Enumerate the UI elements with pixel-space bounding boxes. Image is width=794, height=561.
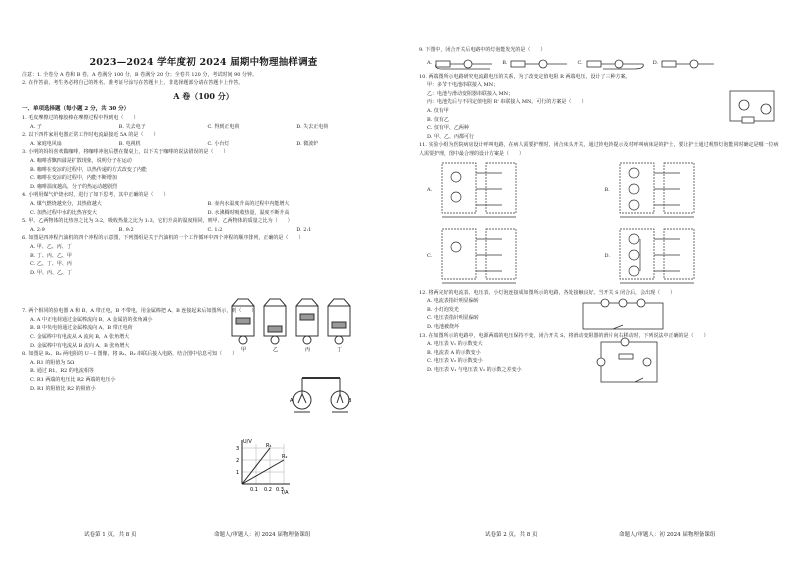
option-b: B. (502, 60, 508, 67)
option-b: B. 小灯泡发光 (427, 306, 459, 313)
plan-jia: 甲：多节干电池串联接入 MN； (427, 82, 499, 89)
option-a: A. 甲、乙、丙、丁 (30, 243, 72, 250)
option-c: C. (427, 253, 433, 260)
ui-graph-figure (230, 436, 294, 498)
plan-bing: 丙：电池先后与不同定值电阻 R' 串联接入 MN。可行的方案是（ ） (427, 99, 587, 106)
electroscope-label-b: B (348, 398, 352, 404)
option-c: C. 金属棒中有电流从 A 流向 B，A 张角增大 (30, 334, 130, 341)
option-c: C. 小台灯 (207, 140, 230, 147)
circuit-q13-figure (595, 332, 665, 388)
option-b: B. 壶内水温度升高的过程中内能增大 (207, 200, 290, 207)
option-d: D. R1 的阻值比 R2 的阻值小 (30, 385, 96, 392)
question-2: 2. 以下四件家用电器正常工作时电流最接近 5A 的是（ ） (22, 132, 159, 139)
call-circuit-c-figure (432, 225, 552, 289)
option-d: D. 水沸腾时吸收热量，温度不断升高 (207, 209, 290, 216)
call-circuit-a-figure (432, 159, 552, 223)
question-9: 9. 下图中，闭合开关后电路中的灯泡能发光的是（ ） (419, 47, 546, 53)
engine-label-jia: 甲 (241, 347, 247, 352)
option-b: B. 电视机 (118, 140, 141, 147)
question-2-options (22, 140, 385, 149)
question-9-figures (419, 55, 782, 73)
engine-strokes-figure (228, 296, 358, 352)
option-a: A. (427, 187, 433, 194)
question-3: 3. 小明的妈妈喜欢做咖啡，将咖啡冲泡后摆在餐桌上，以下关于咖啡的说法错误的是（ ） (22, 149, 229, 156)
graph-xtick: 0.3 (276, 487, 284, 493)
engine-label-ding: 丁 (337, 347, 343, 352)
option-d: D. (652, 60, 659, 67)
option-d: D. (604, 253, 610, 260)
graph-xlabel: I/A (282, 490, 289, 496)
option-a: A. A 中正电荷通过金属棒流向 B，A 金属箔的张角减小 (30, 316, 153, 323)
option-a: A. 电流表指针明显偏转 (427, 298, 479, 305)
electroscope-figure (290, 374, 352, 418)
question-5-options (22, 226, 385, 235)
option-c: C. 得到正电荷 (207, 123, 240, 130)
option-d: D. 甲、丙、乙、丁 (30, 269, 73, 276)
question-11-figures (419, 159, 782, 289)
option-b: B. (604, 187, 610, 194)
graph-xtick: 0.2 (264, 487, 272, 493)
option-a: A. 电压表 V₁ 的示数变大 (427, 341, 483, 348)
question-5: 5. 甲、乙两物体的比热容之比为 3:2，吸收热量之比为 1:3，它们升高的温度相同，则甲、乙两物体的质量之比为（ ） (22, 218, 293, 225)
option-a: A. 仅有甲 (427, 107, 449, 114)
question-1-options (22, 123, 385, 132)
option-d: D. 咖啡温度越高，分子的热运动越剧烈 (30, 183, 118, 190)
graph-ytick: 1 (236, 470, 240, 476)
circuit-d-figure (658, 57, 718, 71)
option-b: B. B 中负电荷通过金属棒流向 A，B 带正电荷 (30, 325, 133, 332)
option-a: A. 2:9 (30, 226, 45, 233)
circuit-b-figure (507, 57, 577, 71)
option-c: C. 加热过程中水的比热容变大 (30, 209, 97, 216)
graph-xtick: 0.1 (250, 487, 258, 493)
notice-1: 注意：1. 全卷分 A 卷和 B 卷，A 卷满分 100 分，B 卷满分 20 分；全卷共 120 分，考试时间 90 分钟。 (22, 72, 257, 78)
section-heading: 一、单项选择题（每小题 2 分，共 30 分） (22, 106, 130, 112)
question-1: 1. 毛皮摩擦过的橡胶棒在摩擦过程中得到电（ ） (22, 115, 139, 121)
footer-page-number: 试卷第 2 页，共 8 页 (485, 532, 538, 538)
option-b: B. 失去电子 (118, 123, 146, 130)
option-b: B. 9:2 (118, 226, 134, 233)
option-b: B. 通过 R1、R2 的电流相等 (30, 368, 94, 375)
question-11: 11. 实验小组为医院病房设计呼叫电路，在病人需要护理时，闭合床头开关，通过铃电铃提示及对呼叫病床是的护士，要让护士通过观察灯泡能同时确定是哪一位病人需要护理，图中最合理的设计方案是（ ） (419, 142, 779, 157)
option-c: C. 1:2 (207, 226, 223, 233)
option-a: A. 咖啡香飘四溢是扩散现象，说明分子在运动 (30, 157, 132, 164)
plan-yi: 乙：电池与滑动变阻器串联接入 MN； (427, 90, 514, 97)
question-10: 10. 两端图所示电路研究电流跟电压的关系，为了改变定值电阻 R 两端电压，设计了三种方案。 (419, 73, 631, 80)
question-7: 7. 两个相同的验电器 A 和 B，A 带正电，B 不带电，用金属棒把 A、B 连接起来后如图所示，则（ ） (22, 308, 257, 315)
question-4: 4. 小明用煤气炉烧水时，进行了如下思考，其中正确的是（ ） (22, 192, 169, 199)
option-d: D. 电压表 V₁ 与电压表 V₂ 的示数之差变小 (427, 366, 522, 373)
option-d: D. 电池被烧坏 (427, 323, 460, 330)
option-c: C. 乙、丁、甲、丙 (30, 261, 72, 268)
question-8: 8. 如图是 R₁、R₂ 两电阻的 U－I 图像，将 R₁、R₂ 串联后接入电路，结合图中信息可知（ ） (22, 351, 238, 358)
graph-ytick: 3 (236, 446, 240, 452)
option-d: D. 失去正电荷 (296, 123, 329, 130)
option-c: C. 电压表指针明显偏转 (427, 315, 479, 322)
option-a: A. R1 的阻值为 5Ω (30, 359, 75, 366)
question-6: 6. 如图是四冲程汽油机的四个冲程的示意图，下列图组是关于汽油机的一个工作循环中四个冲程的顺序排列，正确的是（ ） (22, 235, 304, 242)
graph-r1-label: R₁ (266, 443, 272, 449)
option-c: C. 仅有甲、乙两种 (427, 125, 469, 132)
exam-title: 2023—2024 学年度初 2024 届期中物理抽样调查 (89, 57, 318, 68)
circuit-q12-figure (579, 297, 669, 333)
engine-label-yi: 乙 (273, 347, 279, 352)
footer-page-number: 试卷第 1 页，共 8 页 (84, 532, 137, 538)
option-d: D. 2:1 (296, 226, 312, 233)
question-13: 13. 在如图所示的电路中，电源两端的电压保持不变，闭合开关 S，将滑动变阻器的滑片向右移动时，下列说法中正确的是（ ） (419, 332, 709, 339)
graph-r2-label: R₂ (282, 454, 288, 460)
graph-ytick: 2 (236, 458, 240, 464)
option-c: C. 咖啡在变凉的过程中，内能不断增加 (30, 175, 117, 182)
option-a: A. 煤气燃烧越充分，其热值越大 (30, 200, 102, 207)
circuit-c-figure (583, 57, 653, 71)
option-b: B. 丁、丙、乙、甲 (30, 252, 72, 259)
option-a: A. 子 (30, 123, 42, 130)
option-b: B. 电流表 A 的示数变小 (427, 349, 481, 356)
option-c: C. (577, 60, 583, 67)
question-12: 12. 将两完好的电流表、电压表、小灯泡连接成如图所示的电路，各处接触良好。当开关 S 闭合后，会出现（ ） (419, 289, 676, 296)
option-b: B. 仅有乙 (427, 116, 449, 123)
option-a: A. 家庭电风扇 (30, 140, 62, 147)
option-b: B. 咖啡在变凉的过程中，以热传递的方式改变了内能 (30, 166, 147, 173)
notice-2: 2. 在作答前，考生务必将自己的姓名、准考证号涂写在答题卡上，非选择题部分请在答题卡上作答。 (22, 80, 244, 86)
question-4-options-cd (22, 209, 385, 218)
option-c: C. R1 两端的电压比 R2 两端的电压小 (30, 377, 116, 384)
option-d: D. 微波炉 (296, 140, 319, 147)
footer-author: 命题人/审题人：初 2024 届物理备课组 (619, 532, 716, 538)
question-4-options-ab (22, 200, 385, 209)
option-d: D. 甲、乙、丙都可行 (427, 133, 475, 140)
section-a-title: A 卷（100 分） (173, 91, 234, 101)
electroscope-label-a: A (290, 398, 294, 404)
option-d: D. 金属棒中有电流从 B 流向 A，B 张角增大 (30, 342, 130, 349)
circuit-q10-figure (726, 87, 778, 127)
page-2 (397, 0, 794, 561)
circuit-a-figure (432, 57, 502, 71)
option-c: C. 电压表 V₂ 的示数变小 (427, 358, 483, 365)
engine-label-bing: 丙 (305, 347, 311, 352)
graph-ylabel: U/V (243, 439, 252, 445)
call-circuit-d-figure (610, 225, 730, 289)
footer-author: 命题人/审题人：初 2024 届物理备课组 (214, 532, 311, 538)
option-a: A. (427, 60, 433, 67)
call-circuit-b-figure (610, 159, 730, 223)
